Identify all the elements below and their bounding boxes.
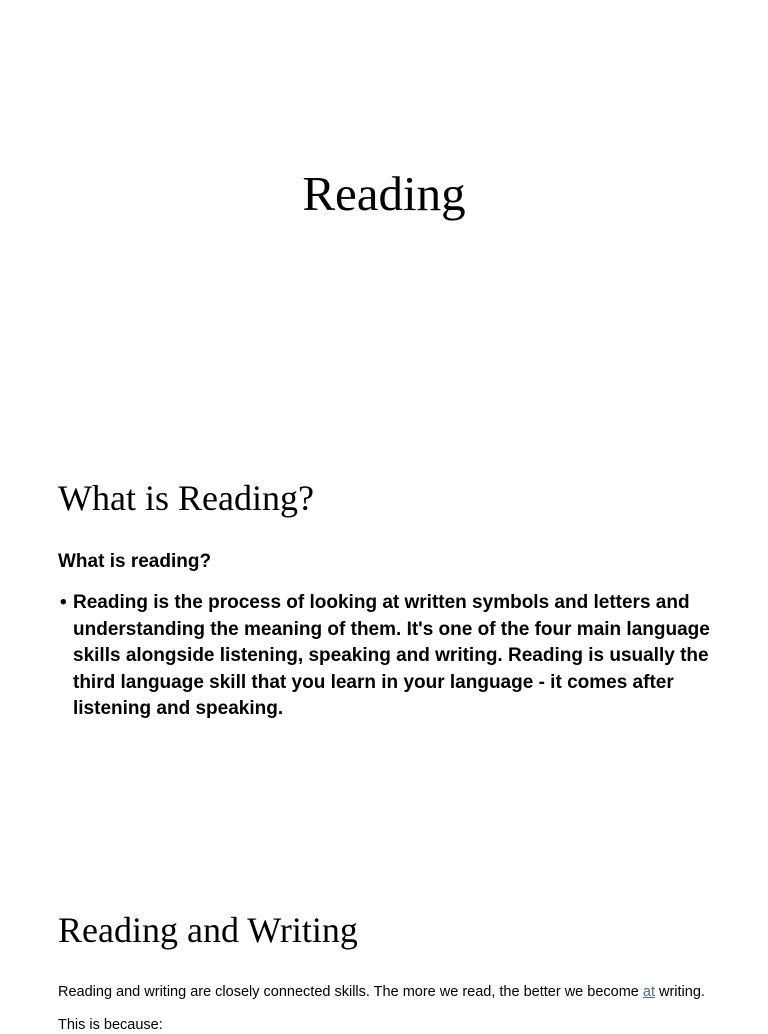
- paragraph-text-after-link: writing.: [654, 984, 705, 1000]
- section-heading-what-is-reading: What is Reading?: [58, 478, 314, 518]
- subheading-what-is-reading: What is reading?: [58, 551, 212, 572]
- paragraph-reading-writing: [58, 983, 738, 1001]
- document-title: Reading: [302, 166, 466, 221]
- section-heading-reading-and-writing: Reading and Writing: [58, 910, 358, 950]
- list-item: [58, 590, 718, 723]
- at-link[interactable]: at: [642, 984, 655, 1000]
- paragraph-text-before-link: Reading and writing are closely connected skills. The more we read, the better we become: [58, 984, 643, 1000]
- bullet-icon: •: [60, 592, 67, 613]
- bullet-text: Reading is the process of looking at written symbols and letters and understanding the meaning of them. It's one of the four main language skills alongside listening, speaking and writing. Reading is usually the third language skill that you learn in your language - it comes after listening and speaking.: [73, 592, 710, 719]
- paragraph-this-is-because: This is because:: [58, 1017, 163, 1033]
- definition-bullet-list: [58, 590, 718, 723]
